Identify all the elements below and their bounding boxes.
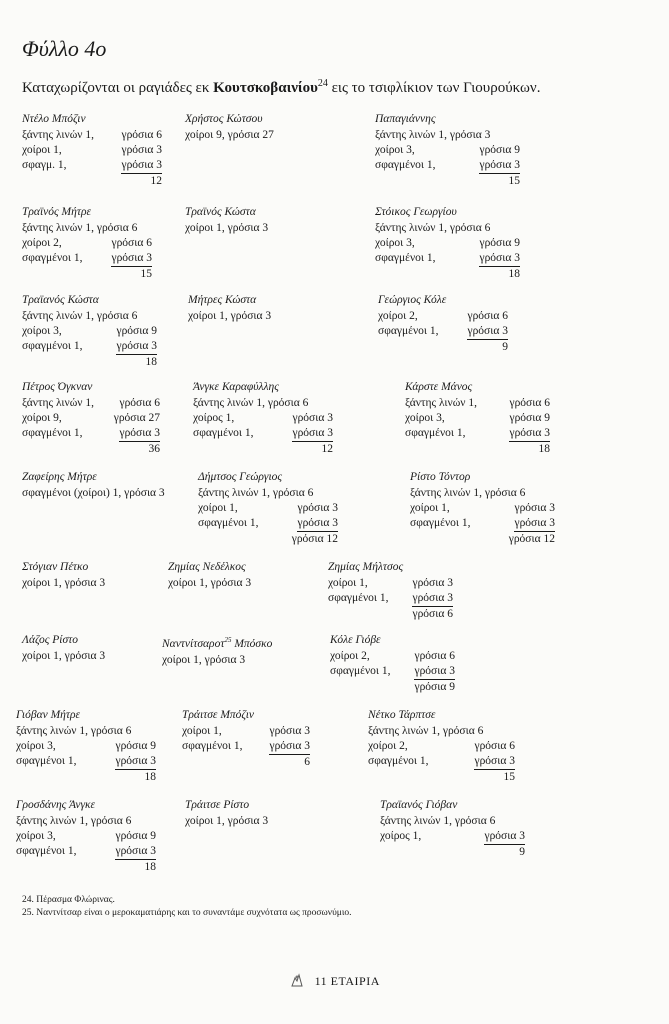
entry-name: Τραϊνός Μήτρε (22, 206, 91, 218)
entry-name: Νέτκο Τάρπτσε (368, 709, 436, 721)
entry-total: 12 (150, 175, 162, 187)
footnote-25: 25. Ναντνίτσαρ είναι ο μεροκαματιάρης και το συναντάμε συχνότατα ως προσωνύμιο. (22, 908, 352, 918)
ledger-entry (185, 112, 274, 143)
entry-line: ξάντης λινών 1, γρόσια 6 (410, 487, 526, 499)
entry-line: σφαγμένοι 1, γρόσια 3 (22, 251, 152, 267)
entry-line: χοίροι 3, γρόσια 9 (16, 740, 156, 752)
entry-line: σφαγμ. 1, γρόσια 3 (22, 158, 162, 174)
ledger-entry (182, 708, 310, 770)
entry-total: 6 (304, 756, 310, 768)
ledger-entry (328, 560, 453, 622)
ledger-entry (185, 205, 268, 236)
entry-name: Γιόβαν Μήτρε (16, 709, 81, 721)
ledger-entry (410, 470, 555, 547)
entry-name: Μήτρες Κώστα (188, 294, 257, 306)
ledger-entry (375, 205, 520, 282)
entry-line: σφαγμένοι 1, γρόσια 3 (22, 339, 157, 355)
entry-name: Άνγκε Καραφύλλης (193, 381, 279, 393)
ledger-entry (22, 112, 162, 189)
subtitle-post: εις το τσιφλίκιον των Γιουρούκων. (327, 80, 541, 96)
entry-line: ξάντης λινών 1, γρόσια 6 (375, 222, 491, 234)
entry-line: σφαγμένοι 1, γρόσια 3 (16, 844, 156, 860)
entry-line: σφαγμένοι 1, γρόσια 3 (198, 516, 338, 532)
entry-name: Παπαγιάννης (375, 113, 436, 125)
entry-total: γρόσια 9 (414, 681, 455, 693)
entry-line: σφαγμένοι 1, γρόσια 3 (375, 251, 520, 267)
ledger-entry (16, 798, 156, 875)
entry-name: Ζημίας Νεδέλκος (168, 561, 246, 573)
entry-line: χοίροι 2, γρόσια 6 (378, 310, 508, 322)
entry-line: χοίρος 1, γρόσια 3 (193, 412, 333, 424)
entry-total: γρόσια 12 (508, 533, 555, 545)
ledger-entry (188, 293, 271, 324)
society-logo-icon (289, 972, 305, 988)
subtitle (22, 78, 540, 97)
entry-total: 15 (140, 268, 152, 280)
entry-name: Κάρστε Μάνος (405, 381, 473, 393)
entry-name: Ναντνίτσαροτ$^{25}$ Μπόσκο (162, 636, 273, 650)
entry-total: γρόσια 12 (291, 533, 338, 545)
ledger-entry (168, 560, 251, 591)
subtitle-bold: Κουτσκοβαινίου (213, 80, 318, 96)
ledger-entry (162, 633, 272, 668)
entry-total: 18 (508, 268, 520, 280)
entry-total: 12 (321, 443, 333, 455)
entry-line: χοίροι 9, γρόσια 27 (185, 129, 274, 141)
entry-line: σφαγμένοι (χοίροι) 1, γρόσια 3 (22, 487, 165, 499)
entry-line: χοίροι 1, γρόσια 3 (168, 577, 252, 589)
entry-line: ξάντης λινών 1, γρόσια 6 (22, 129, 162, 141)
entry-line: χοίροι 9, γρόσια 27 (22, 412, 160, 424)
entry-name: Ζημίας Μήλτσος (328, 561, 404, 573)
footnotes (22, 894, 352, 920)
entry-line: σφαγμένοι 1, γρόσια 3 (328, 591, 453, 607)
ledger-entry (405, 380, 550, 457)
entry-line: χοίροι 3, γρόσια 9 (16, 830, 156, 842)
entry-total: 9 (502, 341, 508, 353)
entry-line: χοίροι 1, γρόσια 3 (410, 502, 555, 514)
entry-line: χοίροι 1, γρόσια 3 (198, 502, 338, 514)
entry-line: χοίροι 1, γρόσια 3 (162, 653, 246, 666)
entry-line: χοίροι 2, γρόσια 6 (368, 740, 515, 752)
ledger-entry (378, 293, 508, 355)
entry-line: ξάντης λινών 1, γρόσια 6 (22, 310, 138, 322)
entry-line: χοίροι 1, γρόσια 3 (328, 577, 453, 589)
entry-line: ξάντης λινών 1, γρόσια 6 (368, 725, 484, 737)
entry-line: ξάντης λινών 1, γρόσια 6 (198, 487, 314, 499)
entry-line: χοίροι 1, γρόσια 3 (22, 650, 106, 662)
ledger-entry (198, 470, 338, 547)
entry-line: χοίροι 3, γρόσια 9 (375, 237, 520, 249)
entry-name: Γροσδάνης Άνγκε (16, 799, 96, 811)
entry-name: Ζαφείρης Μήτρε (22, 471, 97, 483)
ledger-entry (375, 112, 520, 189)
entry-line: ξάντης λινών 1, γρόσια 6 (22, 222, 138, 234)
ledger-entry (22, 470, 165, 501)
entry-total: 15 (503, 771, 515, 783)
entry-name: Στόγιαν Πέτκο (22, 561, 89, 573)
entry-line: χοίροι 1, γρόσια 3 (22, 144, 162, 156)
entry-name: Τράιτσε Ρίστο (185, 799, 250, 811)
entry-line: ξάντης λινών 1, γρόσια 6 (16, 725, 132, 737)
ledger-entry (22, 560, 105, 591)
entry-total: 18 (144, 861, 156, 873)
entry-line: ξάντης λινών 1, γρόσια 6 (193, 397, 309, 409)
entry-name: Πέτρος Όγκναν (22, 381, 93, 393)
entry-total: 18 (145, 356, 157, 368)
entry-line: χοίροι 3, γρόσια 9 (375, 144, 520, 156)
entry-name: Στόικος Γεωργίου (375, 206, 457, 218)
entry-line: σφαγμένοι 1, γρόσια 3 (182, 739, 310, 755)
ledger-entry (368, 708, 515, 785)
entry-name: Ρίστο Τόντορ (410, 471, 471, 483)
ledger-entry (330, 633, 455, 695)
entry-name: Κόλε Γιόβε (330, 634, 381, 646)
ledger-entry (185, 798, 268, 829)
entry-name: Λάζος Ρίστο (22, 634, 79, 646)
subtitle-pre: Καταχωρίζονται οι ραγιάδες εκ (22, 80, 214, 96)
entry-total: 15 (508, 175, 520, 187)
entry-line: χοίροι 1, γρόσια 3 (185, 815, 269, 827)
entry-line: χοίροι 1, γρόσια 3 (185, 222, 269, 234)
ledger-entry (22, 293, 157, 370)
entry-line: χοίροι 1, γρόσια 3 (182, 725, 310, 737)
entry-line: ξάντης λινών 1, γρόσια 6 (405, 397, 550, 409)
entry-name: Τράιτσε Μπόζιν (182, 709, 255, 721)
entry-line: χοίροι 1, γρόσια 3 (22, 577, 106, 589)
entry-line: ξάντης λινών 1, γρόσια 6 (22, 397, 160, 409)
entry-name: Χρήστος Κώτσου (185, 113, 263, 125)
footnote-24: 24. Πέρασμα Φλώρινας. (22, 895, 115, 905)
entry-line: χοίροι 1, γρόσια 3 (188, 310, 272, 322)
subtitle-sup: 24 (317, 78, 328, 89)
entry-line: χοίροι 3, γρόσια 9 (405, 412, 550, 424)
entry-line: σφαγμένοι 1, γρόσια 3 (22, 426, 160, 442)
entry-total: 18 (538, 443, 550, 455)
entry-name: Ντέλο Μπόζιν (22, 113, 86, 125)
ledger-entry (22, 633, 105, 664)
entry-name: Δήμτσος Γεώργιος (198, 471, 283, 483)
footer (0, 972, 669, 989)
entry-line: ξάντης λινών 1, γρόσια 6 (380, 815, 496, 827)
entry-line: σφαγμένοι 1, γρόσια 3 (378, 324, 508, 340)
entry-line: σφαγμένοι 1, γρόσια 3 (330, 664, 455, 680)
footer-text: 11 ΕΤΑΙΡΙΑ (314, 974, 380, 988)
entry-line: χοίροι 2, γρόσια 6 (22, 237, 152, 249)
entry-line: χοίρος 1, γρόσια 3 (380, 829, 525, 845)
ledger-entry (16, 708, 156, 785)
entry-name: Γεώργιος Κόλε (378, 294, 447, 306)
entry-line: σφαγμένοι 1, γρόσια 3 (405, 426, 550, 442)
ledger-entry (193, 380, 333, 457)
entry-name: Τραϊανός Κώστα (22, 294, 99, 306)
entry-line: ξάντης λινών 1, γρόσια 6 (16, 815, 132, 827)
ledger-entry (380, 798, 525, 860)
entry-total: 9 (519, 846, 525, 858)
entry-line: σφαγμένοι 1, γρόσια 3 (410, 516, 555, 532)
entry-total: 18 (144, 771, 156, 783)
entry-line: σφαγμένοι 1, γρόσια 3 (16, 754, 156, 770)
entry-name: Τραϊνός Κώστα (185, 206, 256, 218)
page-title: Φύλλο 4ο (22, 36, 107, 61)
ledger-entry (22, 205, 152, 282)
entry-line: σφαγμένοι 1, γρόσια 3 (193, 426, 333, 442)
entry-total: 36 (148, 443, 160, 455)
entry-line: χοίροι 3, γρόσια 9 (22, 325, 157, 337)
entry-line: χοίροι 2, γρόσια 6 (330, 650, 455, 662)
entry-line: σφαγμένοι 1, γρόσια 3 (368, 754, 515, 770)
entry-name: Τραϊανός Γιόβαν (380, 799, 458, 811)
entry-total: γρόσια 6 (412, 608, 453, 620)
ledger-entry (22, 380, 160, 457)
entry-line: ξάντης λινών 1, γρόσια 3 (375, 129, 491, 141)
entry-line: σφαγμένοι 1, γρόσια 3 (375, 158, 520, 174)
